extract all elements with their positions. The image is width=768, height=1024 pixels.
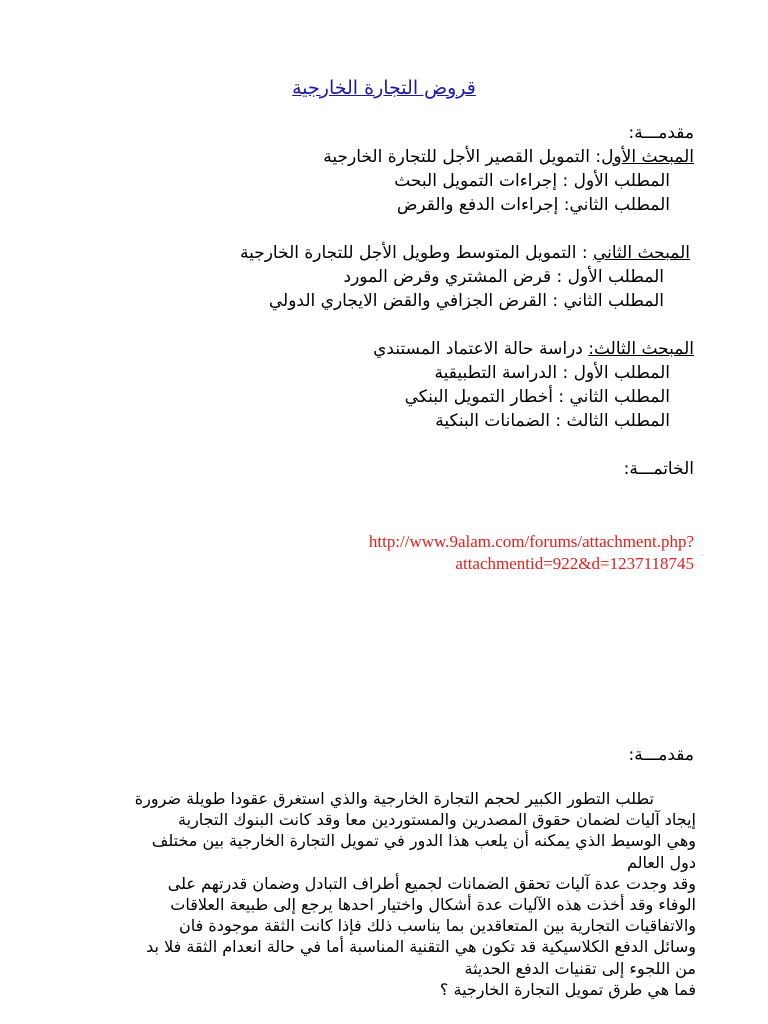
intro-line: فما هي طرق تمويل التجارة الخارجية ؟ — [439, 979, 696, 999]
section-3-heading: المبحث الثالث: — [588, 339, 694, 359]
section-1-item: المطلب الثاني: إجراءات الدفع والقرض — [396, 195, 670, 215]
intro-heading: مقدمـــة: — [628, 745, 694, 765]
intro-paragraph — [72, 788, 696, 1000]
outline-section-1 — [323, 146, 694, 168]
section-2-item: المطلب الأول : قرض المشتري وقرض المورد — [343, 267, 664, 287]
section-1-heading: المبحث الأول — [601, 147, 694, 167]
section-2-heading: المبحث الثاني — [592, 243, 690, 263]
intro-line: وسائل الدفع الكلاسيكية قد تكون هي التقنية المناسبة أما في حالة انعدام الثقة فلا بد — [146, 937, 696, 957]
outline-conclusion: الخاتمـــة: — [623, 459, 694, 479]
document-title: قروض التجارة الخارجية — [292, 77, 476, 99]
section-3-item: المطلب الأول : الدراسة التطبيقية — [434, 363, 670, 383]
intro-line: تطلب التطور الكبير لحجم التجارة الخارجية والذي استغرق عقودا طويلة ضرورة — [134, 789, 654, 808]
attachment-link-line-1[interactable]: http://www.9alam.com/forums/attachment.php? — [368, 532, 694, 551]
section-3-item: المطلب الثالث : الضمانات البنكية — [435, 411, 670, 431]
outline-section-3 — [373, 338, 694, 360]
outline-intro-heading: مقدمـــة: — [628, 123, 694, 143]
section-2-text: : التمويل المتوسط وطويل الأجل للتجارة الخارجية — [239, 243, 593, 263]
intro-line: دول العالم — [627, 852, 696, 872]
intro-line: الوفاء وقد أخذت هذه الآليات عدة أشكال واختيار احدها يرجع إلى طبيعة العلاقات — [170, 895, 696, 915]
section-1-text: : التمويل القصير الأجل للتجارة الخارجية — [323, 147, 602, 167]
intro-line: والاتفاقيات التجارية بين المتعاقدين بما يناسب ذلك فإذا كانت الثقة موجودة فان — [179, 916, 696, 936]
outline-section-2 — [240, 242, 690, 264]
attachment-link-line-2[interactable]: attachmentid=922&d=1237118745 — [455, 554, 694, 573]
section-2-item: المطلب الثاني : القرض الجزافي والقض الايجاري الدولي — [268, 291, 664, 311]
intro-line: إيجاد آليات لضمان حقوق المصدرين والمستوردين معا وقد كانت البنوك التجارية — [178, 810, 696, 830]
intro-line: من اللجوء إلى تقنيات الدفع الحديثة — [464, 958, 696, 978]
section-3-text: دراسة حالة الاعتماد المستندي — [373, 339, 589, 359]
section-1-item: المطلب الأول : إجراءات التمويل البحث — [394, 171, 670, 191]
intro-line: وقد وجدت عدة آليات تحقق الضمانات لجميع أطراف التبادل وضمان قدرتهم على — [167, 873, 696, 893]
intro-line: وهي الوسيط الذي يمكنه أن يلعب هذا الدور في تمويل التجارة الخارجية بين مختلف — [151, 831, 696, 851]
section-3-item: المطلب الثاني : أخطار التمويل البنكي — [404, 387, 670, 407]
